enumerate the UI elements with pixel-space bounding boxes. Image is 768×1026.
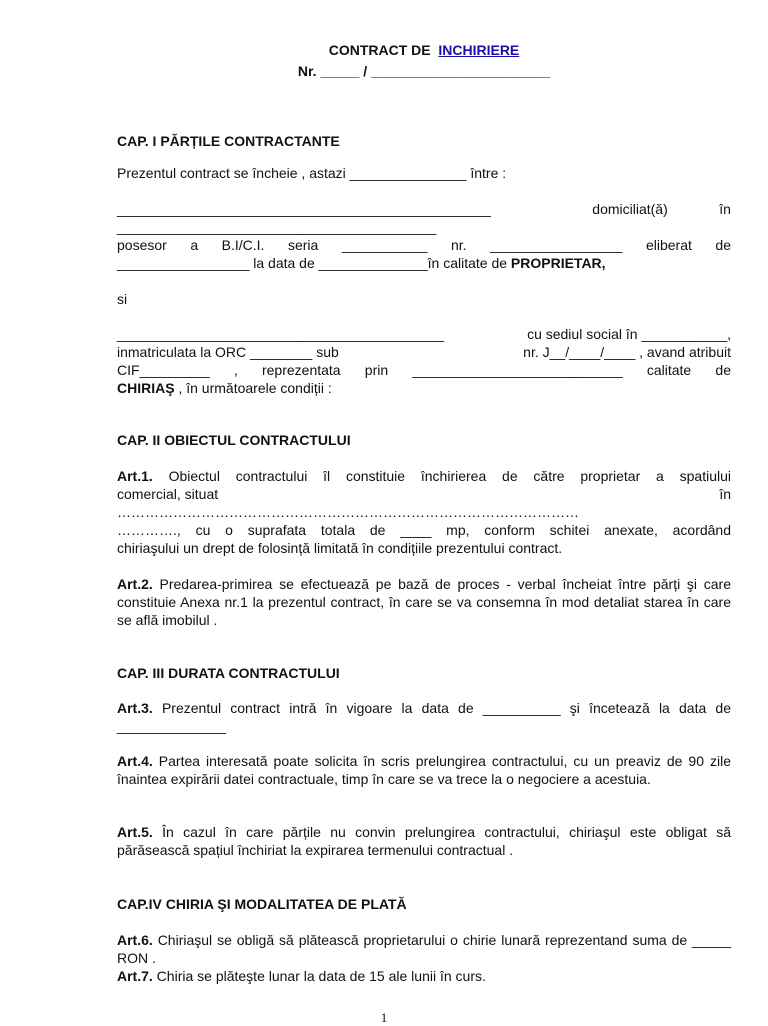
art7-label: Art.7. (117, 968, 153, 984)
cap1-line3: posesor a B.I/C.I. seria ___________ nr. _________________ eliberat de (117, 237, 731, 253)
art4-text: Partea interesată poate solicita în scris prelungirea contractului, cu un preaviz de 90 zile înaintea expirării datei contractuale, timp în care se va trece la o negociere a acestuia. (117, 753, 731, 787)
cap2-heading: CAP. II OBIECTUL CONTRACTULUI (117, 432, 351, 448)
art2-paragraph (117, 575, 731, 629)
cap1-line4 (117, 254, 731, 272)
proprietar-label: PROPRIETAR, (510, 255, 606, 271)
art6-label: Art.6. (117, 932, 153, 948)
art1-line2 (117, 485, 731, 503)
art6-text: Chiriaşul se obligă să plătească proprietarului o chirie lunară reprezentand suma de _____ RON . (117, 932, 731, 966)
inchiriere-link[interactable]: INCHIRIERE (438, 42, 520, 58)
title-prefix: CONTRACT DE (328, 42, 431, 58)
cap1-line2: _________________________________________ (117, 219, 437, 235)
art7-text: Chiria se plăteşte lunar la data de 15 ale lunii în curs. (152, 968, 486, 984)
cap1-line7: CIF_________ , reprezentata prin ___________________________ calitate de (117, 362, 731, 378)
art2-text: Predarea-primirea se efectuează pe bază de proces - verbal încheiat între părți şi care constituie Anexa nr.1 la prezentul contract, în care se va consemna în mod detaliat starea în care se află imobilul . (117, 576, 731, 628)
cap1-line6 (117, 343, 731, 361)
cap1-line5 (117, 325, 731, 343)
cap1-line1b: domiciliat(ă) (592, 201, 668, 217)
art3-text: Prezentul contract intră în vigoare la data de __________ şi încetează la data de (152, 700, 731, 716)
art3-label: Art.3. (117, 700, 153, 716)
page-number: 1 (380, 1010, 388, 1025)
art3-line2: ______________ (117, 718, 227, 734)
art5-text: În cazul în care părțile nu convin prelungirea contractului, chiriaşul este obligat să părăsească spațiul închiriat la expirarea termenului contractual . (117, 824, 731, 858)
cap1-line4-text: _________________ la data de ______________în calitate de (117, 255, 511, 271)
art3-line1 (117, 699, 731, 717)
cap1-line8 (117, 379, 731, 397)
art1-line3: ……………………………………………………………………………………… (117, 504, 579, 520)
art5-paragraph (117, 823, 731, 859)
art4-label: Art.4. (117, 753, 153, 769)
art1-line2b: în (719, 486, 731, 502)
art1-line1-text: Obiectul contractului îl constituie închirierea de către proprietar a spatiului (152, 468, 731, 484)
si-text: si (117, 291, 128, 307)
art1-line4: …………., cu o suprafata totala de ____ mp, conform schitei anexate, acordând (117, 522, 731, 538)
cap1-line6b: nr. J__/____/____ , avand atribuit (523, 344, 731, 360)
art1-label: Art.1. (117, 468, 153, 484)
cap1-line8-text: , în următoarele condiții : (174, 380, 332, 396)
cap1-line1c: în (719, 201, 731, 217)
cap1-line5b: cu sediul social în ___________, (527, 326, 731, 342)
art5-label: Art.5. (117, 824, 153, 840)
art1-line1 (117, 467, 731, 485)
contract-title (117, 42, 731, 58)
art4-paragraph (117, 752, 731, 788)
art1-line2a: comercial, situat (117, 486, 219, 502)
cap1-line6a: inmatriculata la ORC ________ sub (117, 344, 339, 360)
cap1-line1 (117, 200, 731, 218)
contract-number: Nr. _____ / _______________________ (297, 63, 551, 79)
art7-paragraph (117, 967, 731, 985)
cap1-line1a: ________________________________________________ (117, 201, 491, 217)
chirias-label: CHIRIAŞ (117, 380, 175, 396)
art2-label: Art.2. (117, 576, 153, 592)
art1-line5: chiriaşului un drept de folosință limitată în condițiile prezentului contract. (117, 540, 563, 556)
cap1-heading: CAP. I PĂRȚILE CONTRACTANTE (117, 133, 340, 149)
art6-paragraph (117, 931, 731, 967)
cap3-heading: CAP. III DURATA CONTRACTULUI (117, 665, 340, 681)
cap4-heading: CAP.IV CHIRIA ŞI MODALITATEA DE PLATĂ (117, 896, 407, 912)
cap1-line5a: __________________________________________ (117, 326, 445, 342)
cap1-intro: Prezentul contract se încheie , astazi _______________ între : (117, 165, 507, 181)
